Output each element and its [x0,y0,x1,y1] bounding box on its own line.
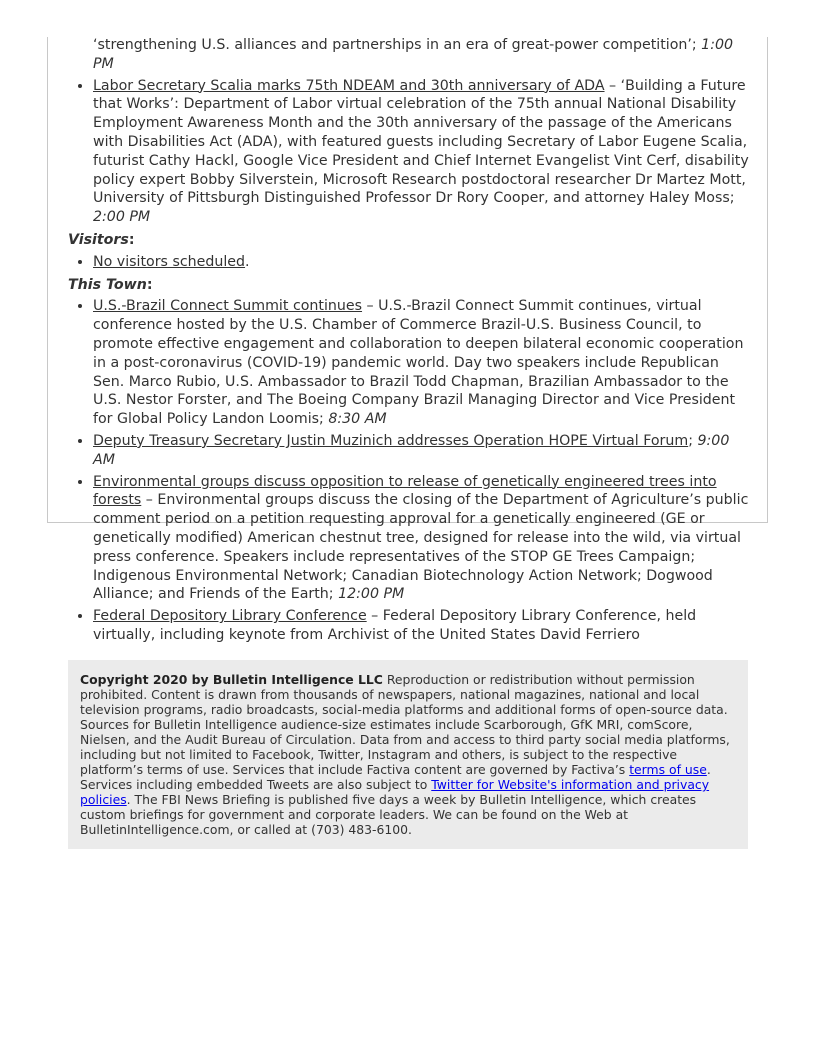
item-link-labor-scalia[interactable]: Labor Secretary Scalia marks 75th NDEAM and 30th anniversary of ADA [93,77,605,94]
item-description: ; [688,432,698,449]
visitors-list [68,253,752,272]
item-time: 8:30 AM [328,411,387,428]
item-link-no-visitors[interactable]: No visitors scheduled [93,253,246,270]
briefing-content [68,36,752,648]
item-description: – Environmental groups discuss the closing of the Department of Agriculture’s public comment period on a petition requesting approval for a genetically engineered (GE or genetically modified) American chestnut tree, designed for release into the wild, via virtual press conference. Speakers include representatives of the STOP GE Trees Campaign; Indigenous Environmental Network; Canadian Biotechnology Action Network; Dogwood Alliance; and Friends of the Earth; [93,492,749,603]
list-item: • No visitors scheduled. [93,253,752,272]
item-description: ‘strengthening U.S. alliances and partnerships in an era of great-power competition’; [93,37,702,53]
this-town-list [68,297,752,644]
copyright-footer: Copyright 2020 by Bulletin Intelligence LLC Reproduction or redistribution without permission prohibited. Content is drawn from thousands of newspapers, national magazines, national and local television programs, radio broadcasts, social-media platforms and additional forms of open-source data. Sources for Bulletin Intelligence audience-size estimates include Scarborough, GfK MRI, comScore, Nielsen, and the Audit Bureau of Circulation. Data from and access to third party social media platforms, including but not limited to Facebook, Twitter, Instagram and others, is subject to the respective platform’s terms of use. Services that include Factiva content are governed by Factiva’s terms of use. Services including embedded Tweets are also subject to Twitter for Website's information and privacy policies. The FBI News Briefing is published five days a week by Bulletin Intelligence, which creates custom briefings for government and corporate leaders. We can be found on the Web at BulletinIntelligence.com, or called at (703) 483-6100. [68,660,748,849]
item-description: – Federal Depository Library Conference, held virtually, including keynote from Archivist of the United States David Ferriero [93,608,697,643]
list-item [93,77,752,227]
item-link-brazil-summit[interactable]: U.S.-Brazil Connect Summit continues [93,298,363,315]
prior-section-list [68,36,752,227]
item-description: – U.S.-Brazil Connect Summit continues, virtual conference hosted by the U.S. Chamber of Commerce Brazil-U.S. Business Council, to promote effective engagement and collaboration to deepen bilateral economic cooperation in a post-coronavirus (COVID-19) pandemic world. Day two speakers include Republican Sen. Marco Rubio, U.S. Ambassador to Brazil Todd Chapman, Brazilian Ambassador to the U.S. Nestor Forster, and The Boeing Company Brazil Managing Director and Vice President for Global Policy Landon Loomis; [93,298,744,428]
item-time: 12:00 PM [338,586,405,603]
item-link-muzinich-hope[interactable]: Deputy Treasury Secretary Justin Muzinich addresses Operation HOPE Virtual Forum [93,432,689,449]
list-item-continued [93,36,752,74]
list-item [93,432,752,470]
item-link-depository-library[interactable]: Federal Depository Library Conference [93,608,367,625]
list-item [93,473,752,605]
copyright-title: Copyright 2020 by Bulletin Intelligence LLC [80,672,383,687]
list-item [93,297,752,429]
item-description: – ‘Building a Future that Works’: Department of Labor virtual celebration of the 75th annual National Disability Employment Awareness Month and the 30th anniversary of the passage of the Americans with Disabilities Act (ADA), with featured guests including Secretary of Labor Eugene Scalia, futurist Cathy Hackl, Google Vice President and Chief Internet Evangelist Vint Cerf, disability policy expert Bobby Silverstein, Microsoft Research postdoctoral researcher Dr Martez Mott, University of Pittsburgh Distinguished Professor Dr Rory Cooper, and attorney Haley Moss; [93,77,749,207]
item-time: 2:00 PM [93,209,151,226]
section-heading-visitors: Visitors: [68,231,135,248]
list-item [93,607,752,645]
item-time: 9:00 AM [93,432,730,468]
section-heading-this-town: This Town: [68,276,153,293]
terms-of-use-link[interactable]: terms of use [629,762,707,777]
item-link-ge-trees[interactable]: Environmental groups discuss opposition to release of genetically engineered trees into forests [93,473,717,509]
twitter-privacy-link[interactable]: Twitter for Website's information and privacy policies [80,777,710,807]
item-time: 1:00 PM [93,37,734,72]
